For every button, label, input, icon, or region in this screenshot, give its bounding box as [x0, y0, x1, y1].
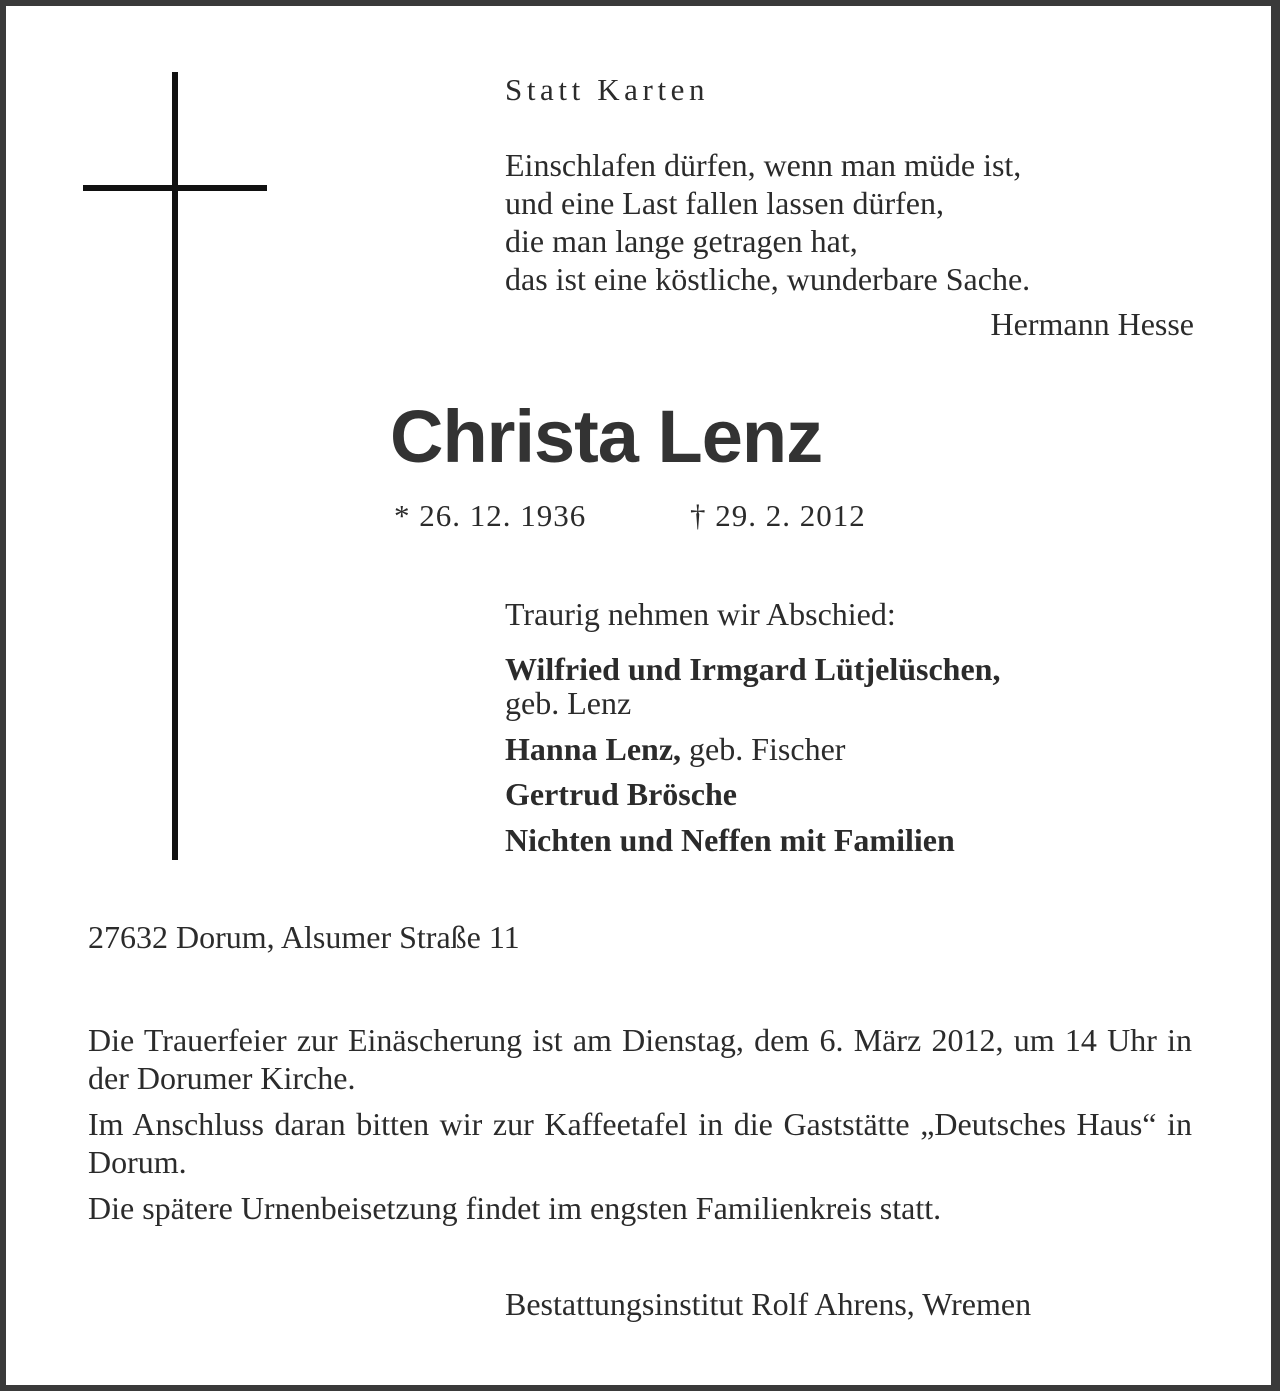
poem — [505, 146, 1030, 298]
obituary-notice — [6, 6, 1271, 1385]
mourner-note: geb. Lenz — [505, 685, 632, 721]
info-paragraph: Die spätere Urnenbeisetzung findet im engsten Familienkreis statt. — [88, 1190, 942, 1226]
funeral-info — [88, 1021, 1192, 1235]
mourner-name: Nichten und Neffen mit Familien — [505, 822, 955, 858]
cross-horizontal-bar — [83, 185, 267, 191]
statt-karten-heading: Statt Karten — [505, 72, 710, 107]
poem-author: Hermann Hesse — [990, 306, 1194, 342]
mourner-name: Gertrud Brösche — [505, 776, 737, 812]
family-address: 27632 Dorum, Alsumer Straße 11 — [88, 919, 520, 955]
mourner-note: geb. Fischer — [681, 731, 846, 767]
death-date: † 29. 2. 2012 — [690, 498, 866, 533]
info-paragraph: Im Anschluss daran bitten wir zur Kaffeetafel in die Gaststätte „Deutsches Haus“ in Dorum. — [88, 1106, 1192, 1180]
deceased-name: Christa Lenz — [390, 395, 823, 478]
poem-line: Einschlafen dürfen, wenn man müde ist, — [505, 147, 1022, 183]
info-paragraph: Die Trauerfeier zur Einäscherung ist am Dienstag, dem 6. März 2012, um 14 Uhr in der Dorumer Kirche. — [88, 1022, 1192, 1096]
birth-date: * 26. 12. 1936 — [394, 498, 587, 533]
mourner-name: Hanna Lenz, — [505, 731, 682, 767]
poem-line: und eine Last fallen lassen dürfen, — [505, 185, 944, 221]
funeral-home: Bestattungsinstitut Rolf Ahrens, Wremen — [505, 1286, 1032, 1322]
mourners-list — [505, 651, 1000, 858]
mourner-name: Wilfried und Irmgard Lütjelüschen, — [505, 651, 1001, 687]
poem-line: das ist eine köstliche, wunderbare Sache. — [505, 261, 1031, 297]
mourners-intro: Traurig nehmen wir Abschied: — [505, 596, 896, 632]
poem-line: die man lange getragen hat, — [505, 223, 858, 259]
